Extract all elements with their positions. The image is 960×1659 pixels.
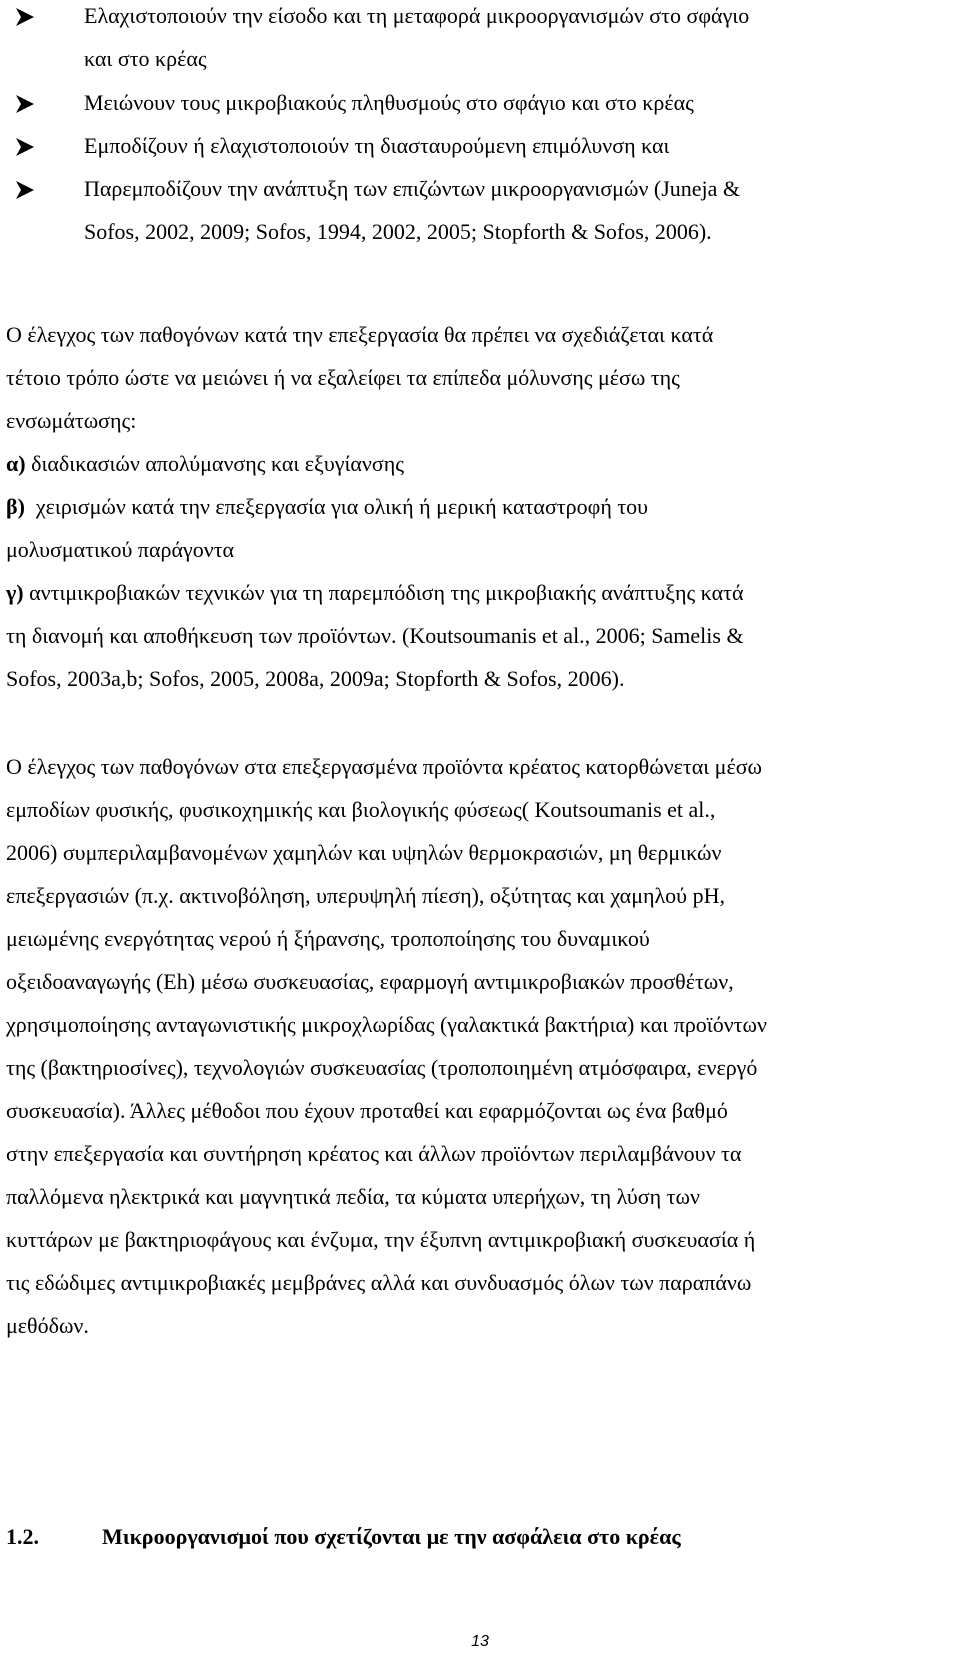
para2-line-14: μεθόδων.	[6, 1313, 89, 1338]
para2-line-13: τις εδώδιμες αντιμικροβιακές μεμβράνες αλλά και συνδυασμός όλων των παραπάνω	[6, 1270, 752, 1295]
para2-line-3: 2006) συμπεριλαμβανομένων χαμηλών και υψηλών θερμοκρασιών, μη θερμικών	[6, 840, 722, 865]
item-a-text: διαδικασιών απολύμανσης και εξυγίανσης	[25, 451, 404, 476]
item-b-label: β)	[6, 494, 25, 519]
para1-tail-line-2: Sofos, 2003a,b; Sofos, 2005, 2008a, 2009a; Stopforth & Sofos, 2006).	[6, 666, 625, 691]
bullet-4-line-2: Sofos, 2002, 2009; Sofos, 1994, 2002, 2005; Stopforth & Sofos, 2006).	[84, 219, 712, 244]
para2-line-11: παλλόμενα ηλεκτρικά και μαγνητικά πεδία, τα κύματα υπερήχων, τη λύση των	[6, 1184, 700, 1209]
arrow-bullet-icon	[14, 93, 36, 115]
para2-line-7: χρησιμοποίησης ανταγωνιστικής μικροχλωρίδας (γαλακτικά βακτήρια) και προϊόντων	[6, 1012, 767, 1037]
page-number: 13	[471, 1633, 489, 1650]
item-b-text: χειρισμών κατά την επεξεργασία για ολική ή μερική καταστροφή του	[24, 494, 649, 519]
para2-line-12: κυττάρων με βακτηριοφάγους και ένζυμα, την έξυπνη αντιμικροβιακή συσκευασία ή	[6, 1227, 756, 1252]
para1-item-b-cont: μολυσματικού παράγοντα	[6, 537, 235, 562]
para2-line-1: Ο έλεγχος των παθογόνων στα επεξεργασμένα προϊόντα κρέατος κατορθώνεται μέσω	[6, 754, 763, 779]
bullet-3-line-1: Εμποδίζουν ή ελαχιστοποιούν τη διασταυρούμενη επιμόλυνση και	[84, 133, 670, 158]
para2-line-9: συσκευασία). Άλλες μέθοδοι που έχουν προταθεί και εφαρμόζονται ως ένα βαθμό	[6, 1098, 728, 1123]
para2-line-2: εμποδίων φυσικής, φυσικοχημικής και βιολογικής φύσεως( Koutsoumanis et al.,	[6, 797, 716, 822]
bullet-1-line-2: και στο κρέας	[84, 46, 207, 71]
para1-tail-line-1: τη διανομή και αποθήκευση των προϊόντων. (Koutsoumanis et al., 2006; Samelis &	[6, 623, 744, 648]
para2-line-4: επεξεργασιών (π.χ. ακτινοβόληση, υπερυψηλή πίεση), οξύτητας και χαμηλού pH,	[6, 883, 725, 908]
para2-line-6: οξειδοαναγωγής (Eh) μέσω συσκευασίας, εφαρμογή αντιμικροβιακών προσθέτων,	[6, 969, 734, 994]
bullet-2-line-1: Μειώνουν τους μικροβιακούς πληθυσμούς στο σφάγιο και στο κρέας	[84, 90, 694, 115]
arrow-bullet-icon	[14, 136, 36, 158]
section-number: 1.2.	[6, 1524, 39, 1549]
para2-line-5: μειωμένης ενεργότητας νερού ή ξήρανσης, τροποποίησης του δυναμικού	[6, 926, 650, 951]
bullet-1-line-1: Ελαχιστοποιούν την είσοδο και τη μεταφορά μικροοργανισμών στο σφάγιο	[84, 3, 750, 28]
arrow-bullet-icon	[14, 6, 36, 28]
item-c-label: γ)	[6, 580, 24, 605]
arrow-bullet-icon	[14, 179, 36, 201]
para2-line-8: της (βακτηριοσίνες), τεχνολογιών συσκευασίας (τροποποιημένη ατμόσφαιρα, ενεργό	[6, 1055, 758, 1080]
bullet-4-line-1: Παρεμποδίζουν την ανάπτυξη των επιζώντων μικροοργανισμών (Juneja &	[84, 176, 741, 201]
para1-line-3: ενσωμάτωσης:	[6, 408, 137, 433]
para1-item-c	[6, 577, 743, 609]
item-a-label: α)	[6, 451, 26, 476]
para1-line-2: τέτοιο τρόπο ώστε να μειώνει ή να εξαλείφει τα επίπεδα μόλυνσης μέσω της	[6, 365, 680, 390]
section-title: Μικροοργανισμοί που σχετίζονται με την ασφάλεια στο κρέας	[102, 1524, 681, 1549]
item-c-text: αντιμικροβιακών τεχνικών για τη παρεμπόδιση της μικροβιακής ανάπτυξης κατά	[23, 580, 744, 605]
para2-line-10: στην επεξεργασία και συντήρηση κρέατος και άλλων προϊόντων περιλαμβάνουν τα	[6, 1141, 742, 1166]
para1-item-a	[6, 448, 404, 480]
para1-line-1: Ο έλεγχος των παθογόνων κατά την επεξεργασία θα πρέπει να σχεδιάζεται κατά	[6, 322, 714, 347]
para1-item-b	[6, 491, 648, 523]
